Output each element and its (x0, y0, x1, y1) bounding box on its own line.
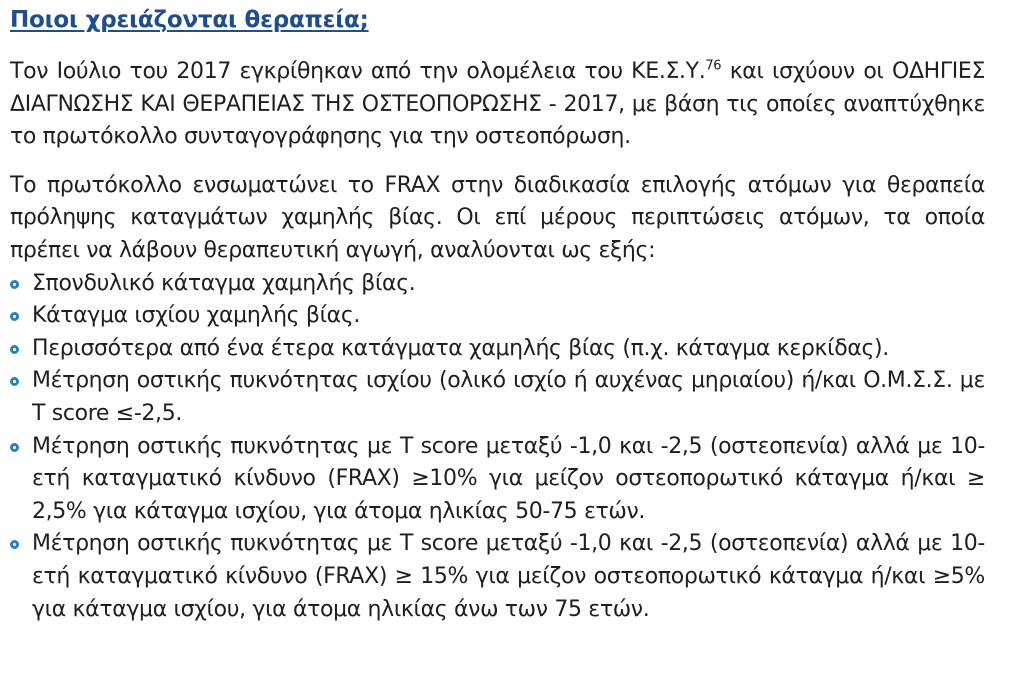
circle-bullet-icon (10, 540, 19, 549)
list-item-text: Σπονδυλικό κάταγμα χαμηλής βίας. (32, 270, 416, 296)
list-item-text: Μέτρηση οστικής πυκνότητας ισχίου (ολικό ισχίο ή αυχένας μηριαίου) ή/και Ο.Μ.Σ.Σ. με T score ≤-2,5. (32, 368, 985, 426)
intro-text-start: Τον Ιούλιο του 2017 εγκρίθηκαν από την ολομέλεια του ΚΕ.Σ.Υ. (10, 59, 706, 84)
circle-bullet-icon (10, 280, 19, 289)
section-heading: Ποιοι χρειάζονται θεραπεία; (10, 7, 369, 33)
document-page (10, 0, 985, 626)
footnote-reference: 76 (705, 58, 722, 74)
list-item (10, 365, 985, 430)
list-item (10, 333, 985, 366)
circle-bullet-icon (10, 312, 19, 321)
list-item (10, 300, 985, 333)
circle-bullet-icon (10, 443, 19, 452)
circle-bullet-icon (10, 377, 19, 386)
list-item (10, 528, 985, 626)
list-item-text: Μέτρηση οστικής πυκνότητας με T score μεταξύ -1,0 και -2,5 (οστεοπενία) αλλά με 10-ετή καταγματικό κίνδυνο (FRAX) ≥ 15% για μείζον οστεοπορωτικό κάταγμα ή/και ≥5% για κάταγμα ισχίου, για άτομα ηλικίας άνω των 75 ετών. (32, 531, 985, 622)
treatment-criteria-list (10, 268, 985, 627)
list-item-text: Μέτρηση οστικής πυκνότητας με T score μεταξύ -1,0 και -2,5 (οστεοπενία) αλλά με 10-ετή καταγματικό κίνδυνο (FRAX) ≥10% για μείζον οστεοπορωτικό κάταγμα ή/και ≥ 2,5% για κάταγμα ισχίου, για άτομα ηλικίας 50-75 ετών. (32, 433, 985, 524)
list-item-text: Περισσότερα από ένα έτερα κατάγματα χαμηλής βίας (π.χ. κάταγμα κερκίδας). (32, 335, 889, 361)
intro-text-end: και ισχύουν οι ΟΔΗΓΙΕΣ ΔΙΑΓΝΩΣΗΣ ΚΑΙ ΘΕΡΑΠΕΙΑΣ ΤΗΣ ΟΣΤΕΟΠΟΡΩΣΗΣ - 2017, με βάση τις οποίες αναπτύχθηκε το πρωτόκολλο συνταγογράφησης για την οστεοπόρωση. (10, 59, 985, 150)
list-item (10, 268, 985, 301)
list-item-text: Κάταγμα ισχίου χαμηλής βίας. (32, 303, 361, 329)
intro-paragraph (10, 56, 985, 154)
circle-bullet-icon (10, 345, 19, 354)
list-item (10, 431, 985, 529)
protocol-paragraph: Το πρωτόκολλο ενσωματώνει το FRAX στην διαδικασία επιλογής ατόμων για θεραπεία πρόληψης καταγμάτων χαμηλής βίας. Οι επί μέρους περιπτώσεις ατόμων, τα οποία πρέπει να λάβουν θεραπευτική αγωγή, αναλύονται ως εξής: (10, 172, 985, 263)
